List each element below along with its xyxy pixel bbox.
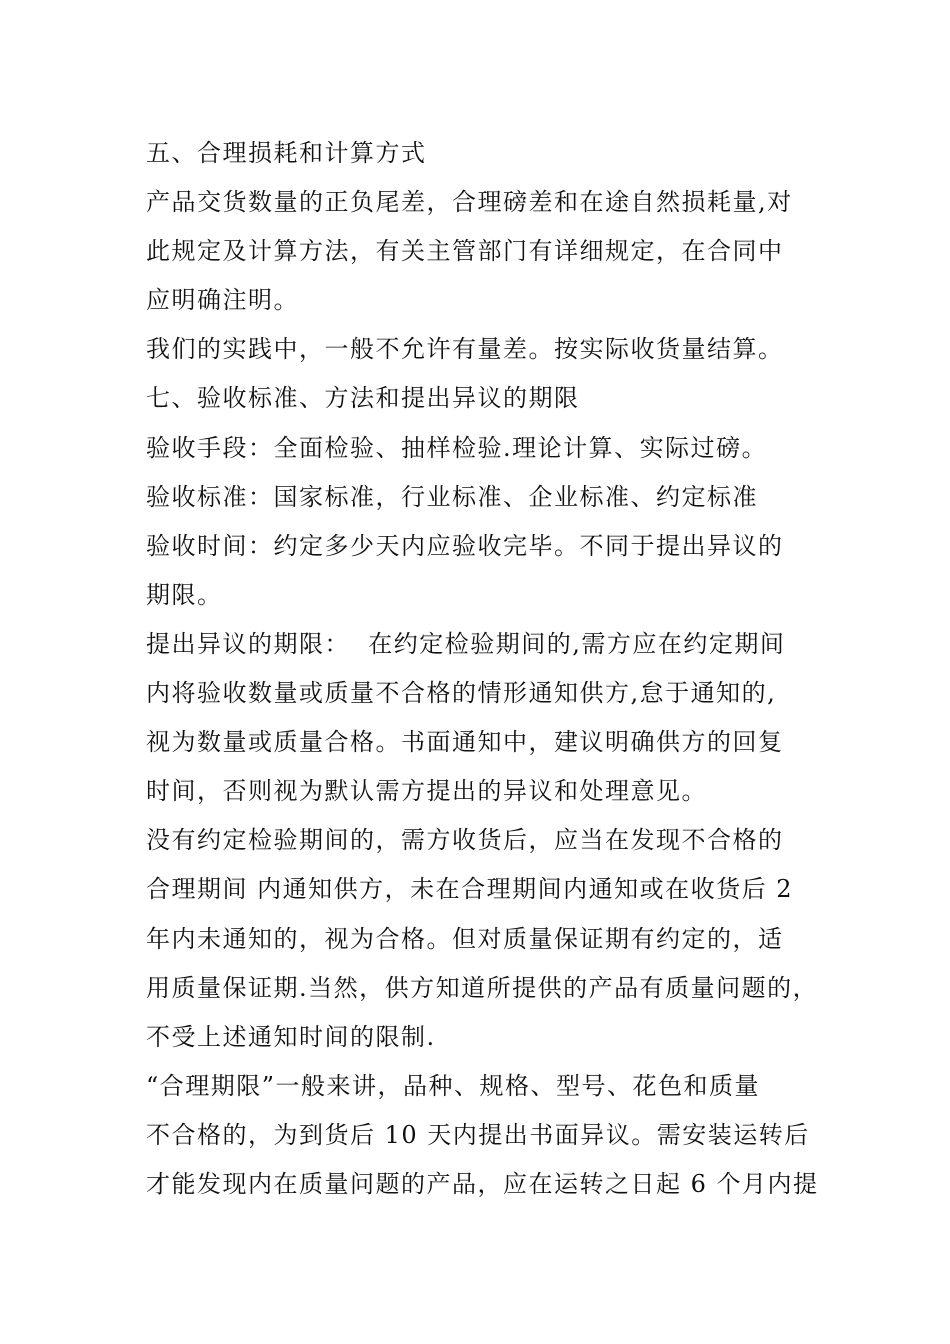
paragraph-line: 合理期间 内通知供方，未在合理期间内通知或在收货后 2 — [146, 875, 794, 904]
paragraph-line: 产品交货数量的正负尾差，合理磅差和在途自然损耗量,对 — [146, 188, 793, 217]
paragraph-line: 没有约定检验期间的，需方收货后，应当在发现不合格的 — [146, 826, 784, 855]
document-body — [146, 129, 826, 1209]
paragraph-line: 验收标准：国家标准，行业标准、企业标准、约定标准 — [146, 482, 758, 511]
paragraph-line: 视为数量或质量合格。书面通知中，建议明确供方的回复 — [146, 728, 784, 757]
paragraph-line: 验收时间：约定多少天内应验收完毕。不同于提出异议的 — [146, 531, 784, 560]
paragraph-line: 不合格的，为到货后 10 天内提出书面异议。需安装运转后 — [146, 1120, 810, 1149]
paragraph-line: 内将验收数量或质量不合格的情形通知供方,怠于通知的, — [146, 679, 777, 708]
paragraph-line: 时间，否则视为默认需方提出的异议和处理意见。 — [146, 777, 707, 806]
paragraph-line: 不受上述通知时间的限制. — [146, 1022, 436, 1051]
paragraph-line: 此规定及计算方法，有关主管部门有详细规定，在合同中 — [146, 237, 784, 266]
paragraph-line: 应明确注明。 — [146, 286, 299, 315]
paragraph-line: 期限。 — [146, 580, 223, 609]
paragraph-line: 用质量保证期.当然，供方知道所提供的产品有质量问题的， — [146, 973, 819, 1002]
paragraph-line: 验收手段：全面检验、抽样检验.理论计算、实际过磅。 — [146, 433, 768, 462]
section-heading-7: 七、验收标准、方法和提出异议的期限 — [146, 384, 580, 413]
paragraph-line: 年内未通知的，视为合格。但对质量保证期有约定的，适 — [146, 924, 784, 953]
section-heading-5: 五、合理损耗和计算方式 — [146, 139, 427, 167]
paragraph-line: 提出异议的期限： 在约定检验期间的,需方应在约定期间 — [146, 629, 786, 658]
paragraph-line: 我们的实践中，一般不允许有量差。按实际收货量结算。 — [146, 335, 784, 364]
paragraph-line: “合理期限”一般来讲，品种、规格、型号、花色和质量 — [146, 1071, 761, 1100]
paragraph-line: 才能发现内在质量问题的产品，应在运转之日起 6 个月内提 — [146, 1169, 819, 1198]
